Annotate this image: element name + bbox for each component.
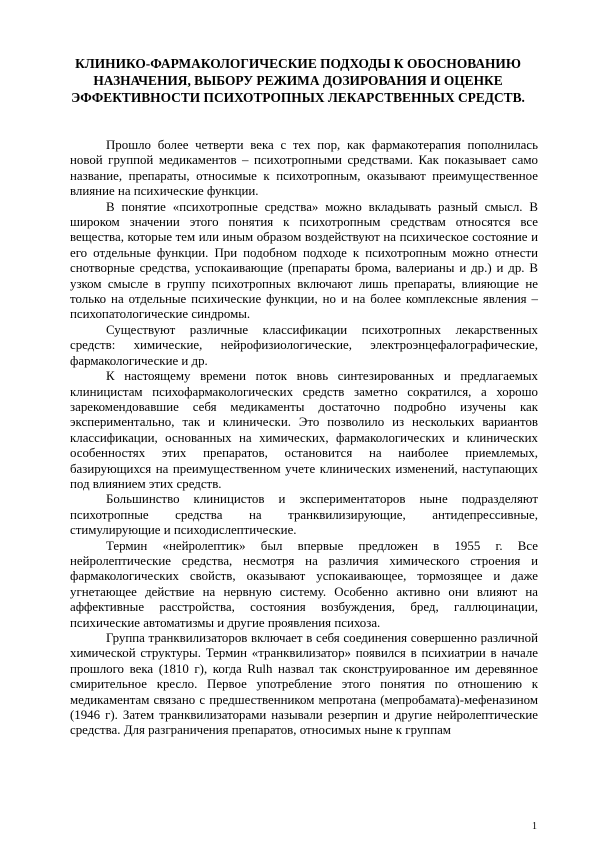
document-body (70, 138, 538, 739)
paragraph: Прошло более четверти века с тех пор, как фармакотерапия пополнилась новой группой медикаментов – психотропными средствами. Как показывает само название, препараты, относимые к психотропным, оказывают преимущественное влияние на психические функции. (70, 138, 538, 199)
paragraph: К настоящему времени поток вновь синтезированных и предлагаемых клиницистам психофармакологических средств заметно сократился, а хорошо зарекомендовавшие себя медикаменты достаточно подробно изучены как экспериментально, так и клинически. Это позволило из нескольких вариантов классификации, основанных на химических, фармакологических и клинических особенностях этих препаратов, остановится на наиболее приемлемых, базирующихся на преимущественном учете клинических изменений, наступающих под влиянием этих средств. (70, 369, 538, 491)
paragraph: Существуют различные классификации психотропных лекарственных средств: химические, нейрофизиологические, электроэнцефалографические, фармакологические и др. (70, 322, 538, 368)
page-number: 1 (532, 821, 537, 832)
paragraph: Группа транквилизаторов включает в себя соединения совершенно различной химической структуры. Термин «транквилизатор» появился в психиатрии в начале прошлого века (1810 г), когда Rulh назвал так сконструированное им деревянное смирительное кресло. Первое употребление этого понятия по отношению к медикаментам связано с предшественником мепротана (мепробамата)-мефеназином (1946 г). Затем транквилизаторами называли резерпин и другие нейролептические средства. Для разграничения препаратов, относимых ныне к группам (70, 631, 538, 738)
document-title: КЛИНИКО-ФАРМАКОЛОГИЧЕСКИЕ ПОДХОДЫ К ОБОСНОВАНИЮ НАЗНАЧЕНИЯ, ВЫБОРУ РЕЖИМА ДОЗИРОВАНИЯ И ОЦЕНКЕ ЭФФЕКТИВНОСТИ ПСИХОТРОПНЫХ ЛЕКАРСТВЕННЫХ СРЕДСТВ. (71, 56, 525, 105)
paragraph: В понятие «психотропные средства» можно вкладывать разный смысл. В широком значении этого понятия к психотропным средствам относятся все вещества, которые тем или иным образом воздействуют на психическое состояние и его отдельные функции. При подобном подходе к психотропным можно отнести снотворные средства, успокаивающие (препараты брома, валерианы и др.) и др. В узком смысле в группу психотропных включают лишь препараты, влияющие не только на отдельные психические функции, но и на более комплексные явления – психопатологические синдромы. (70, 199, 538, 322)
paragraph: Термин «нейролептик» был впервые предложен в 1955 г. Все нейролептические средства, несмотря на различия химического строения и фармакологических свойств, оказывают успокаивающее, тормозящее и даже угнетающее действие на нервную систему. Особенно активно они влияют на аффективные расстройства, состояния возбуждения, бред, галлюцинации, психические автоматизмы и другие проявления психоза. (70, 538, 538, 630)
paragraph: Большинство клиницистов и экспериментаторов ныне подразделяют психотропные средства на транквилизирующие, антидепрессивные, стимулирующие и психодислептические. (70, 492, 538, 538)
